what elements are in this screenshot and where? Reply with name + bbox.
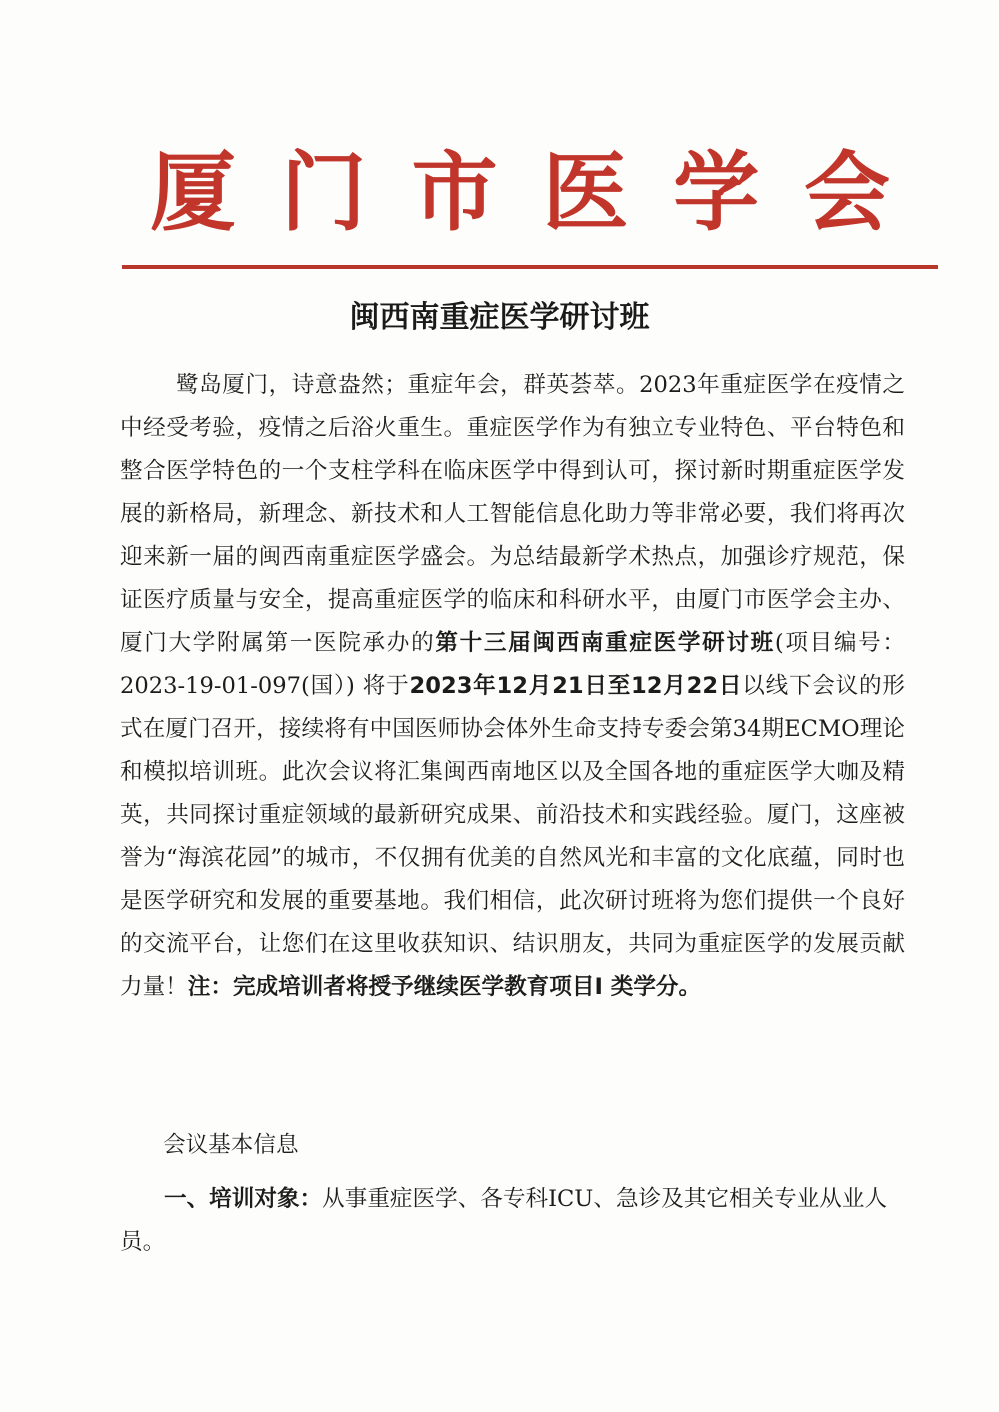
event-dates: 2023年12月21日至12月22日 — [409, 673, 743, 699]
item-label: 一、培训对象： — [164, 1186, 323, 1212]
letterhead-char: 门 — [280, 142, 367, 243]
letterhead-char: 学 — [673, 142, 760, 243]
letterhead-divider — [122, 265, 938, 269]
intro-text-3: 以线下会议的形式在厦门召开，接续将有中国医师协会体外生命支持专委会第34期ECMO理论和模拟培训班。此次会议将汇集闽西南地区以及全国各地的重症医学大咖及精英，共同探讨重症领域的最新研究成果、前沿技术和实践经验。厦门，这座被誉为“海滨花园”的城市，不仅拥有优美的自然风光和丰富的文化底蕴，同时也是医学研究和发展的重要基地。我们相信，此次研讨班将为您们提供一个良好的交流平台，让您们在这里收获知识、结识朋友，共同为重症医学的发展贡献力量！ — [120, 673, 905, 1000]
training-target-item — [120, 1178, 905, 1264]
document-title: 闽西南重症医学研讨班 — [349, 300, 650, 335]
item-text: 从事重症医学、各专科ICU、急诊及其它相关专业从业人员。 — [120, 1186, 888, 1255]
letterhead-char: 厦 — [150, 142, 236, 243]
letterhead-char: 会 — [803, 142, 890, 243]
intro-text-2: (项目编号：2023-19-01-097(国）) 将于 — [120, 630, 905, 699]
credit-note: 注：完成培训者将授予继续医学教育项目I 类学分。 — [187, 974, 702, 1000]
org-letterhead — [150, 138, 890, 248]
intro-text-1: 鹭岛厦门，诗意盎然；重症年会，群英荟萃。2023年重症医学在疫情之中经受考验，疫情之后浴火重生。重症医学作为有独立专业特色、平台特色和整合医学特色的一个支柱学科在临床医学中得到认可，探讨新时期重症医学发展的新格局，新理念、新技术和人工智能信息化助力等非常必要，我们将再次迎来新一届的闽西南重症医学盛会。为总结最新学术热点，加强诊疗规范，保证医疗质量与安全，提高重症医学的临床和科研水平，由厦门市医学会主办、厦门大学附属第一医院承办的 — [120, 372, 905, 656]
section-heading: 会议基本信息 — [163, 1132, 299, 1158]
intro-paragraph — [120, 364, 905, 1009]
event-name: 第十三届闽西南重症医学研讨班 — [435, 630, 775, 656]
letterhead-char: 医 — [542, 142, 629, 243]
letterhead-char: 市 — [411, 142, 498, 243]
